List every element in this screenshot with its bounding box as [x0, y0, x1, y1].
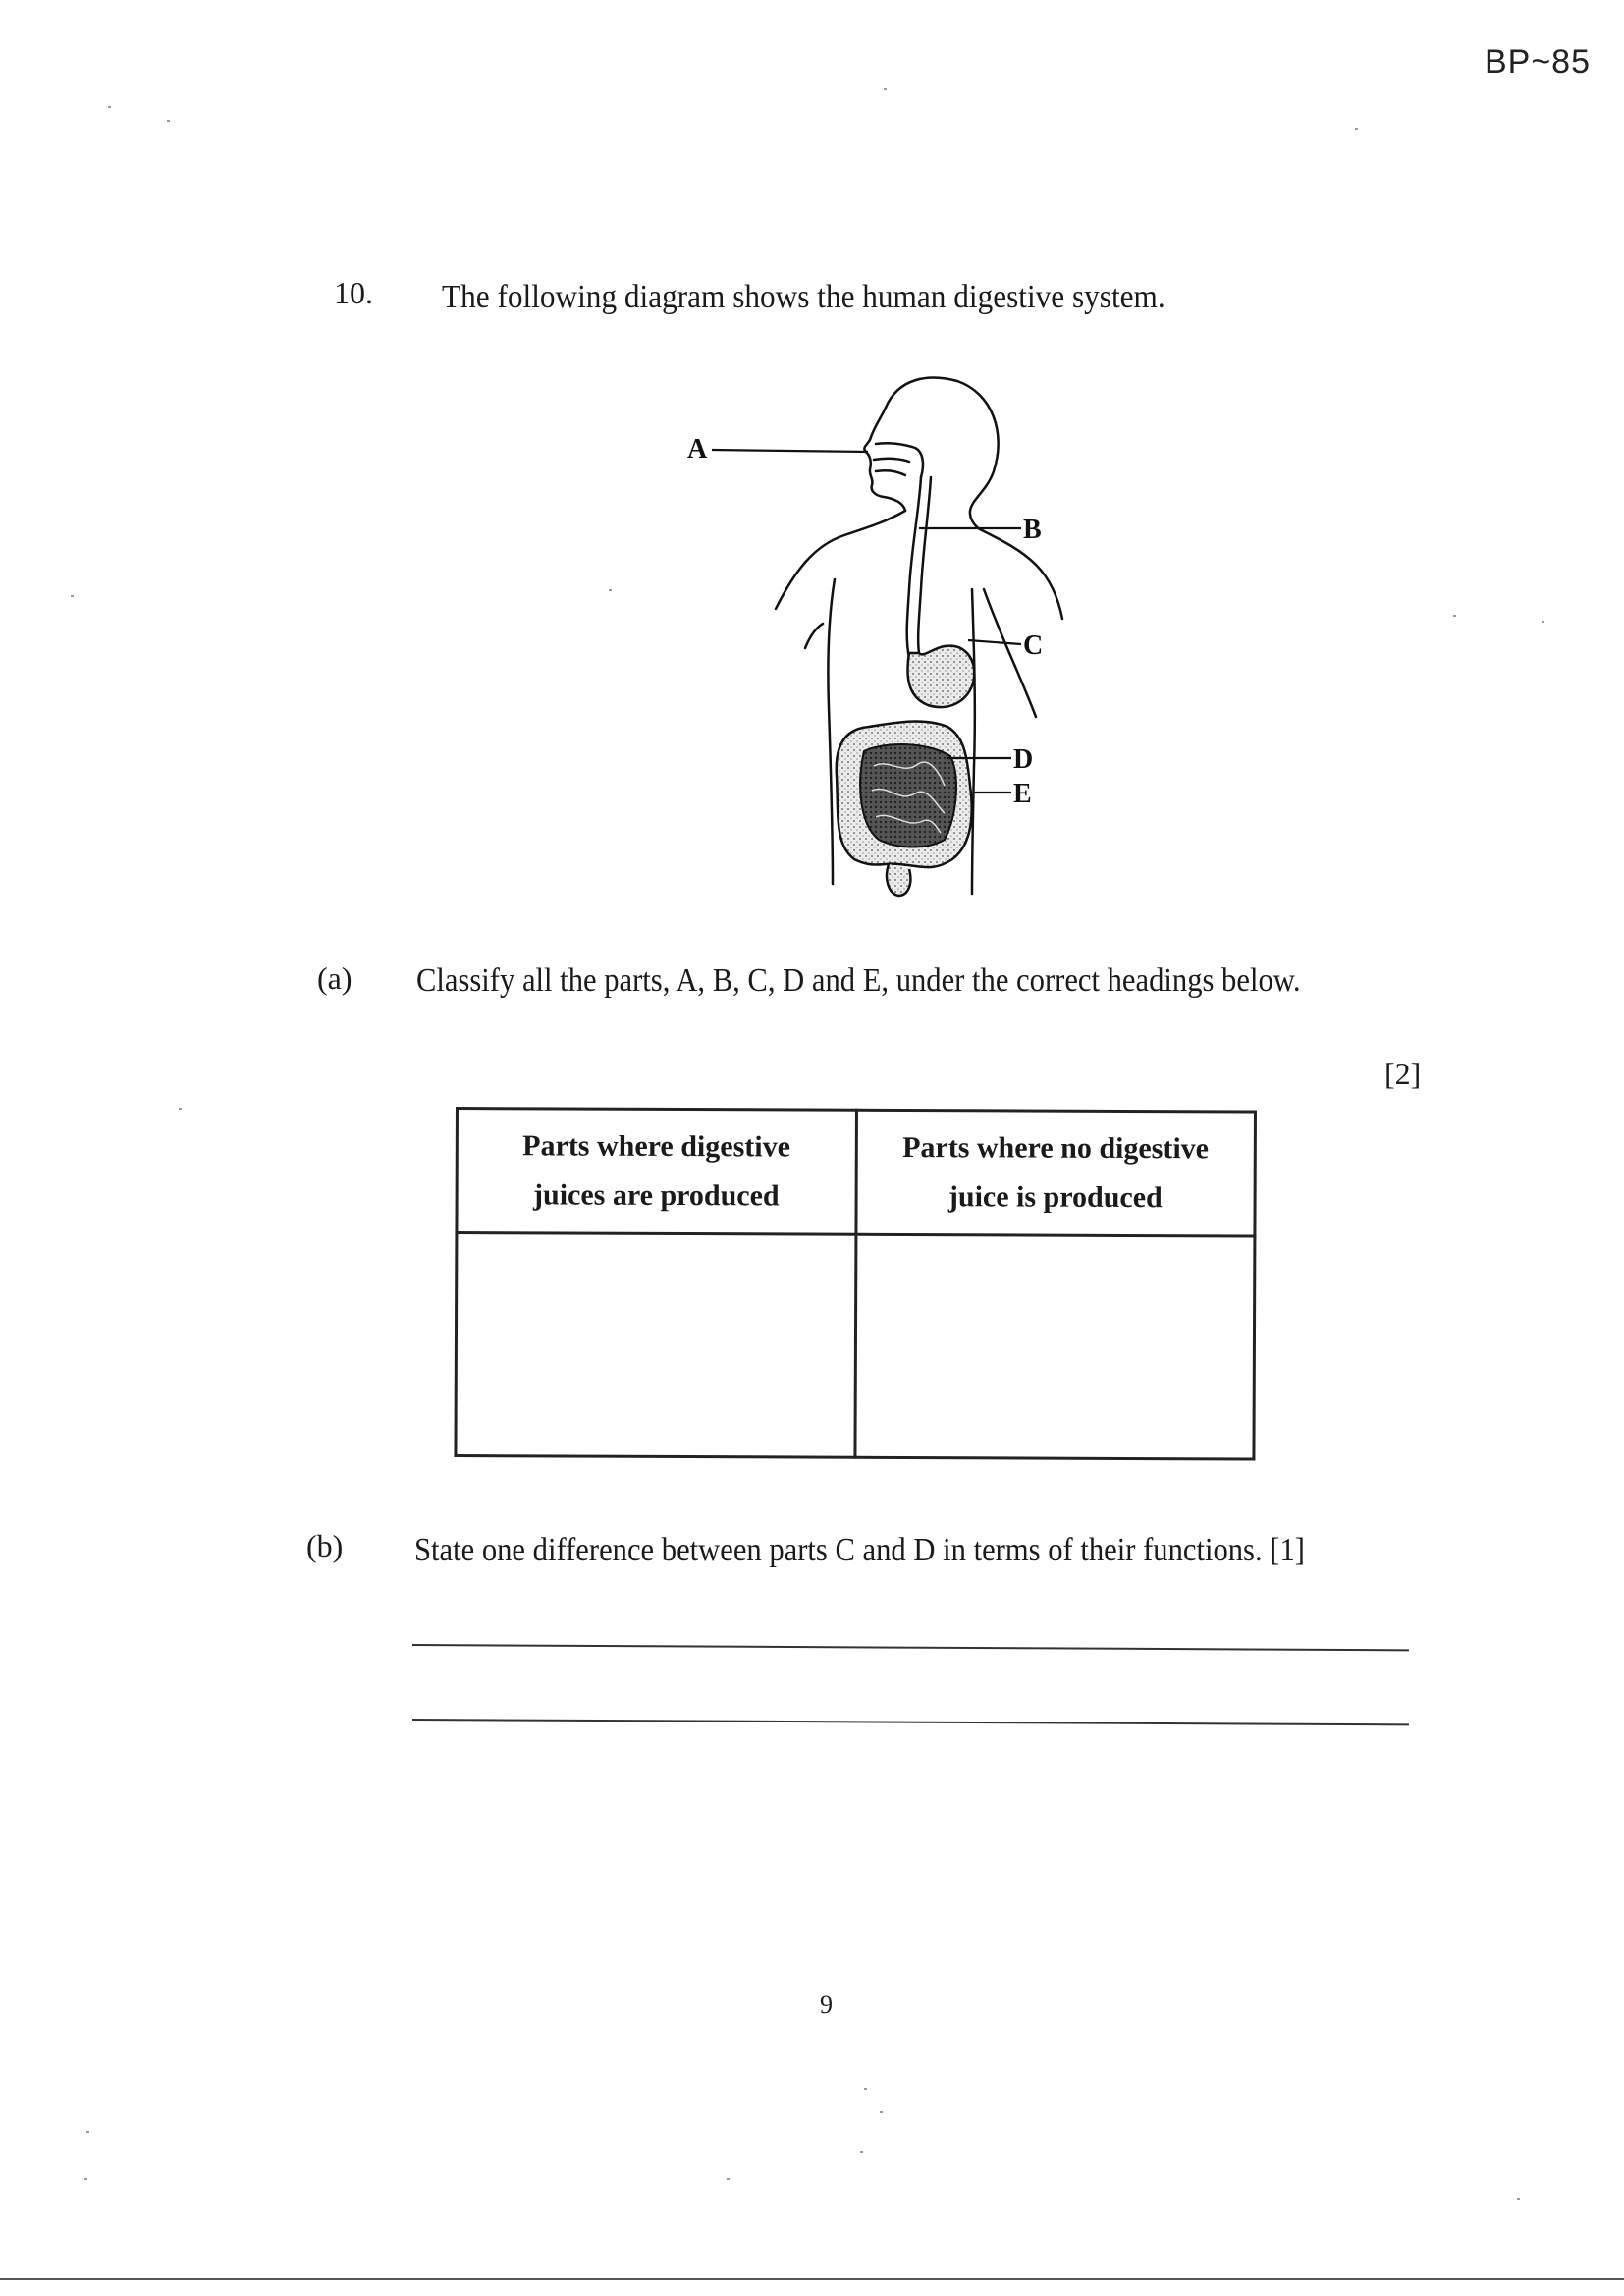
- question-number: 10.: [334, 275, 373, 310]
- scan-speck: [880, 2111, 883, 2113]
- header-no-digestive-juice: [855, 1110, 1255, 1236]
- scan-speck: [860, 2151, 863, 2153]
- page-number: 9: [820, 1991, 833, 2019]
- diagram-label-a: A: [687, 434, 708, 465]
- scan-speck: [71, 595, 74, 597]
- scan-speck: [1453, 615, 1456, 617]
- scan-speck: [167, 120, 170, 122]
- scan-speck: [1355, 128, 1358, 130]
- leader-a: [712, 450, 868, 452]
- part-b-label: (b): [306, 1528, 344, 1563]
- part-a-text: Classify all the parts, A, B, C, D and E, under the correct headings below.: [416, 962, 1301, 999]
- part-b-text: State one difference between parts C and D in terms of their functions. [1]: [414, 1532, 1305, 1568]
- scan-speck: [609, 589, 612, 591]
- part-a-label: (a): [317, 960, 352, 996]
- scan-speck: [864, 2088, 867, 2090]
- leader-c: [968, 640, 1021, 644]
- scan-speck: [84, 2178, 87, 2180]
- diagram-label-d: D: [1013, 744, 1034, 775]
- answer-cell-digestive-juices[interactable]: [456, 1233, 855, 1458]
- answer-cell-no-digestive-juice[interactable]: [854, 1234, 1254, 1459]
- part-a-marks: [2]: [1384, 1056, 1422, 1091]
- header-col2-line1: Parts where no digestive: [902, 1130, 1210, 1166]
- diagram-label-e: E: [1013, 779, 1032, 809]
- scan-speck: [1517, 2198, 1520, 2200]
- diagram-label-c: C: [1023, 630, 1044, 661]
- scan-speck: [179, 1108, 182, 1110]
- classification-table: [454, 1107, 1257, 1461]
- header-digestive-juices: [457, 1109, 856, 1235]
- scan-speck: [1542, 621, 1544, 623]
- page-code: BP~85: [1484, 43, 1591, 81]
- header-col1-line1: Parts where digestive: [522, 1129, 791, 1164]
- answer-line-2[interactable]: [412, 1719, 1409, 1725]
- shoulder-right: [982, 530, 1062, 619]
- question-stem: The following diagram shows the human digestive system.: [442, 279, 1165, 315]
- table-header-row: [457, 1109, 1256, 1237]
- shoulder-left: [776, 511, 905, 609]
- scan-speck: [884, 88, 887, 90]
- header-col1-line2: juices are produced: [533, 1178, 780, 1213]
- digestive-system-diagram: [687, 354, 1159, 903]
- diagram-label-b: B: [1023, 515, 1042, 545]
- header-col2-line2: juice is produced: [947, 1180, 1163, 1215]
- scan-speck: [86, 2131, 89, 2133]
- answer-row[interactable]: [456, 1233, 1255, 1460]
- scan-speck: [727, 2178, 730, 2180]
- answer-line-1[interactable]: [412, 1644, 1409, 1651]
- scan-speck: [108, 106, 111, 108]
- scan-edge-line: [0, 2278, 1624, 2280]
- head-outline: [886, 378, 999, 530]
- stomach: [907, 646, 974, 707]
